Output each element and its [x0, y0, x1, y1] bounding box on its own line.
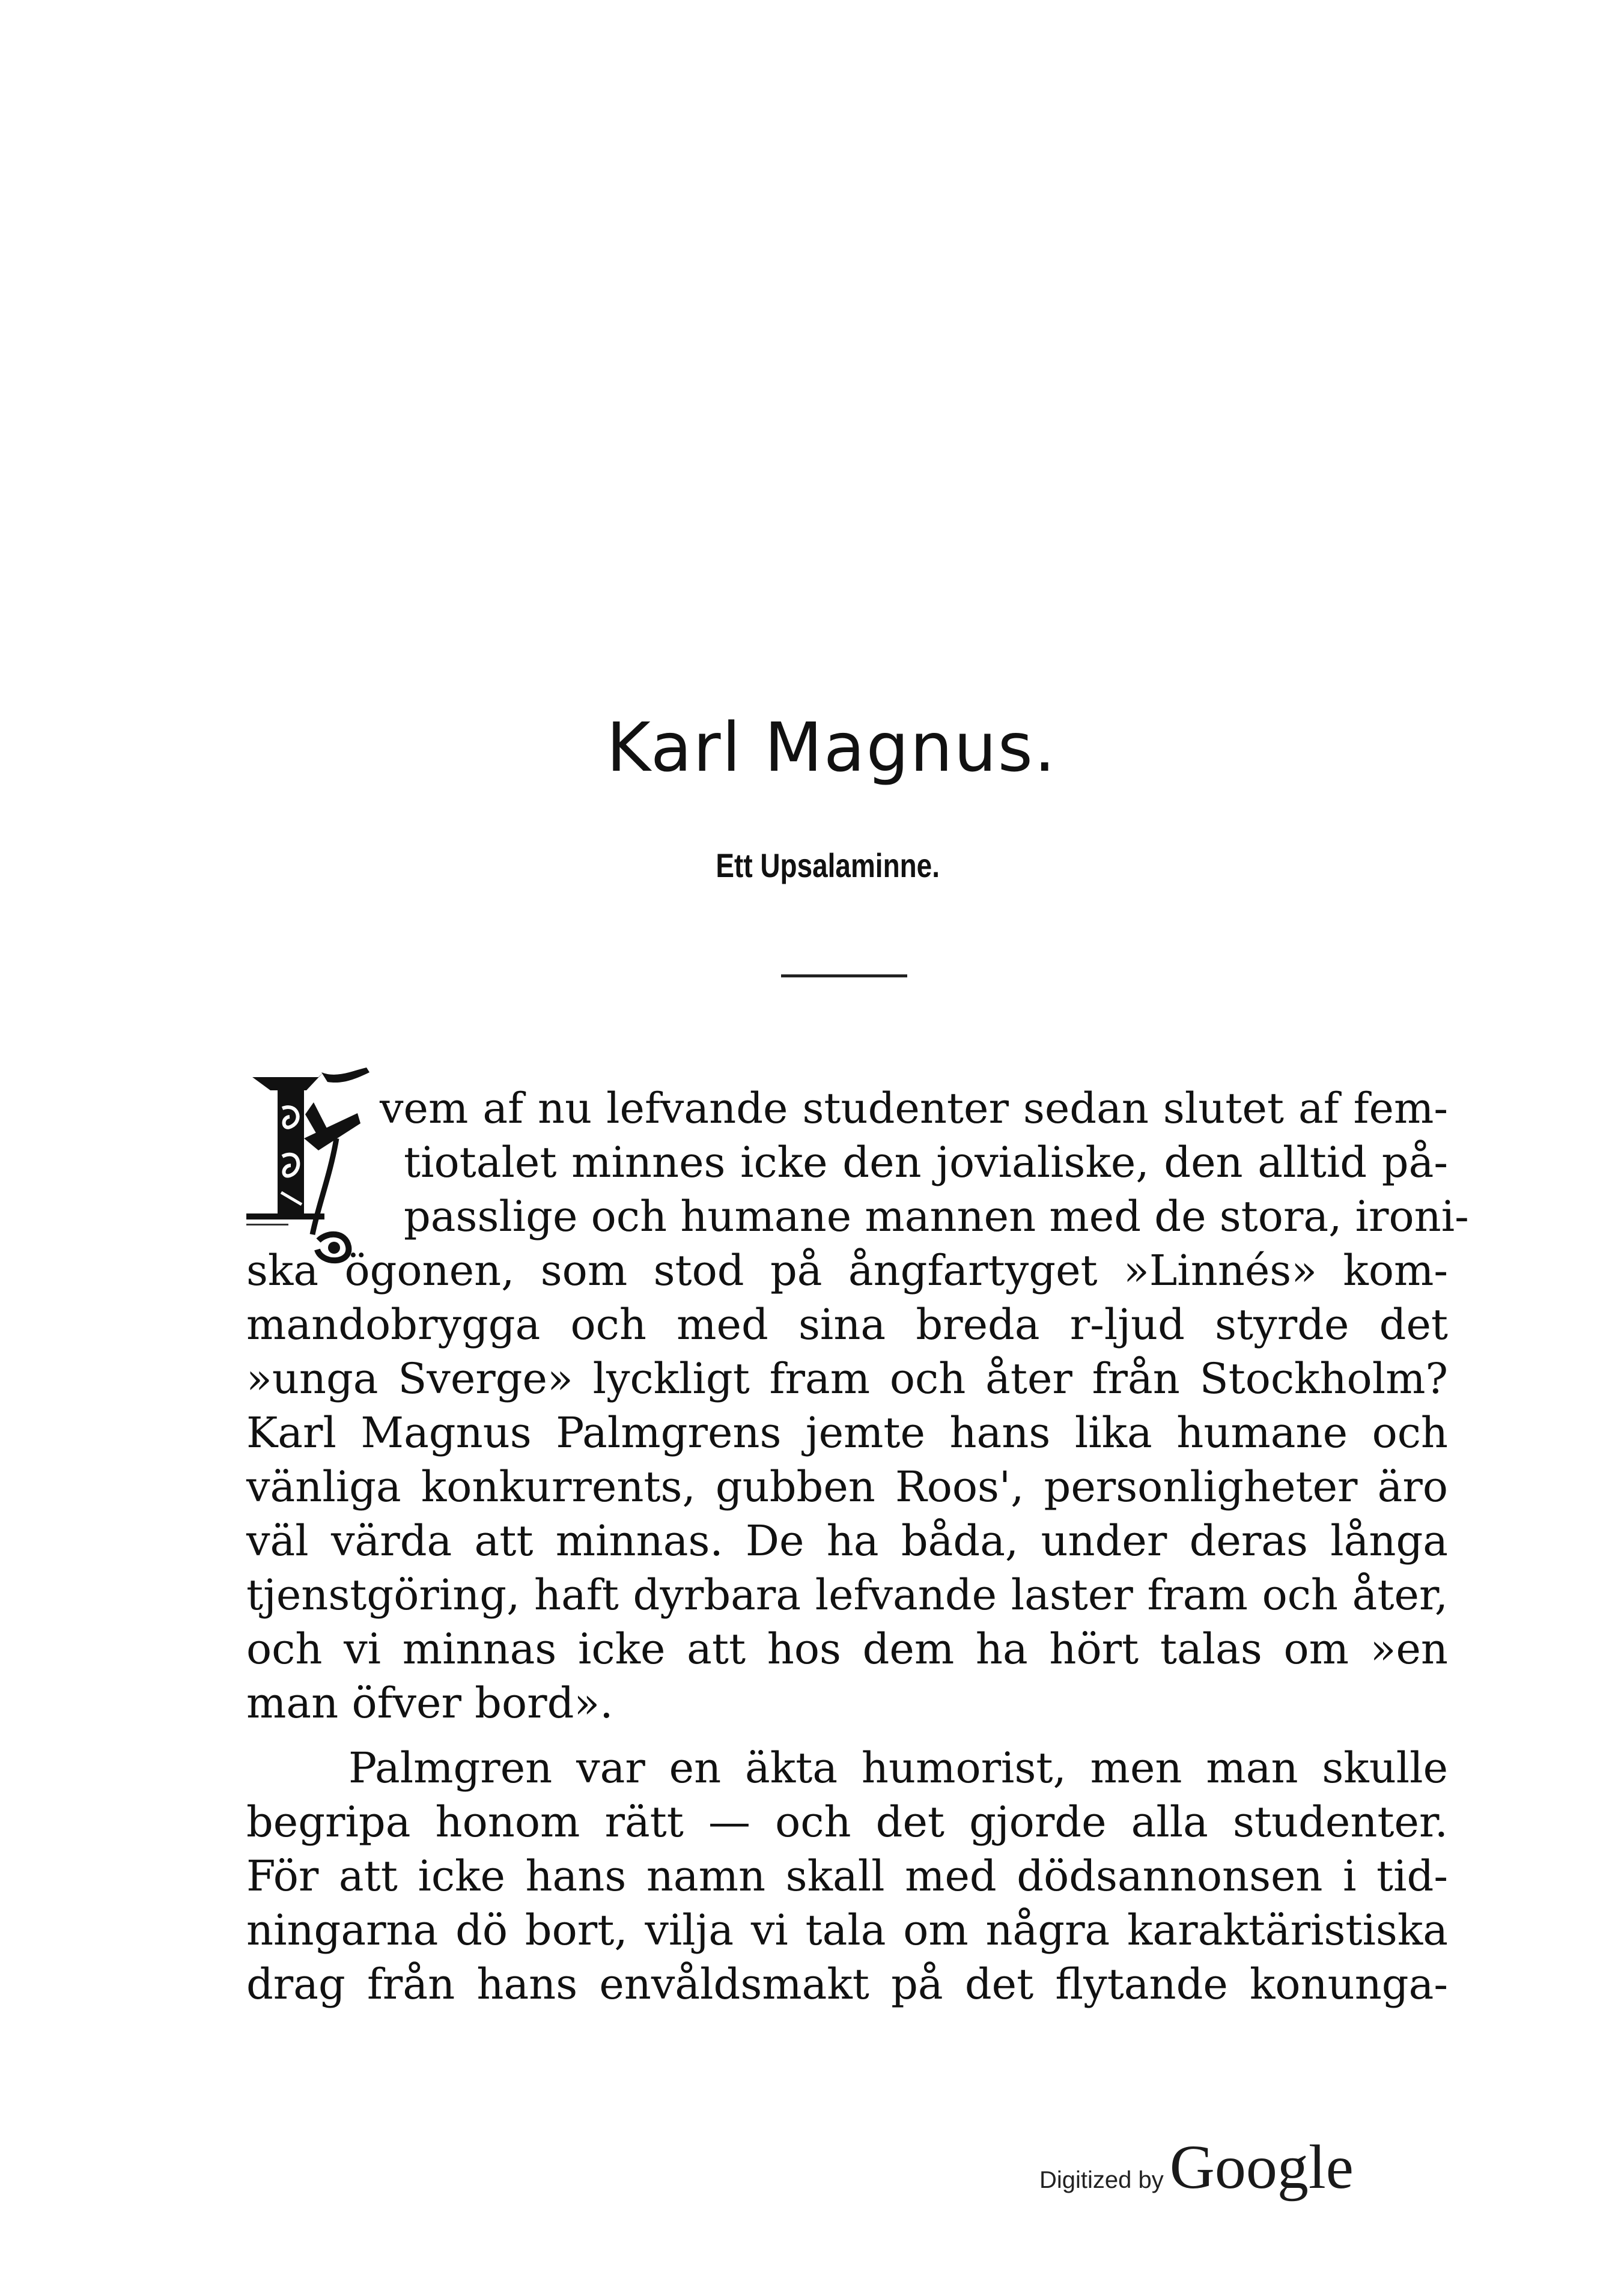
text-line: Karl Magnus Palmgrens jemte hans lika humane och — [246, 1408, 1448, 1457]
text-line: begripa honom rätt — och det gjorde alla studenter. — [246, 1797, 1448, 1847]
ornamental-dropcap-h-icon — [246, 1066, 376, 1265]
text-line: drag från hans envåldsmakt på det flytande konunga- — [246, 1960, 1448, 2009]
text-line: vem af nu lefvande studenter sedan slutet af fem- — [380, 1084, 1448, 1133]
chapter-title: Karl Magnus. — [606, 709, 1057, 787]
digitized-label: Digitized by — [1039, 2167, 1164, 2193]
text-line: Palmgren var en äkta humorist, men man skulle — [348, 1743, 1448, 1793]
text-line: ningarna dö bort, vilja vi tala om några karaktäristiska — [246, 1906, 1448, 1955]
text-line: vänliga konkurrents, gubben Roos', personligheter äro — [246, 1462, 1448, 1511]
digitized-watermark — [1039, 2131, 1354, 2203]
text-line: tjenstgöring, haft dyrbara lefvande laster fram och åter, — [246, 1570, 1448, 1620]
text-line: tiotalet minnes icke den jovialiske, den alltid på- — [404, 1138, 1448, 1187]
google-logo: Google — [1169, 2133, 1354, 2202]
chapter-subtitle: Ett Upsalaminne. — [716, 846, 940, 884]
title-rule-divider — [781, 974, 907, 977]
text-line: man öfver bord». — [246, 1678, 613, 1728]
text-line: mandobrygga och med sina breda r-ljud styrde det — [246, 1300, 1448, 1349]
text-line: »unga Sverge» lyckligt fram och åter från Stockholm? — [246, 1354, 1448, 1403]
text-line: passlige och humane mannen med de stora, ironi- — [404, 1192, 1469, 1241]
text-line: väl värda att minnas. De ha båda, under deras långa — [246, 1516, 1448, 1566]
text-line: och vi minnas icke att hos dem ha hört talas om »en — [246, 1624, 1448, 1674]
text-line: ska ögonen, som stod på ångfartyget »Linnés» kom- — [246, 1246, 1448, 1295]
text-line: För att icke hans namn skall med dödsannonsen i tid- — [246, 1851, 1448, 1901]
